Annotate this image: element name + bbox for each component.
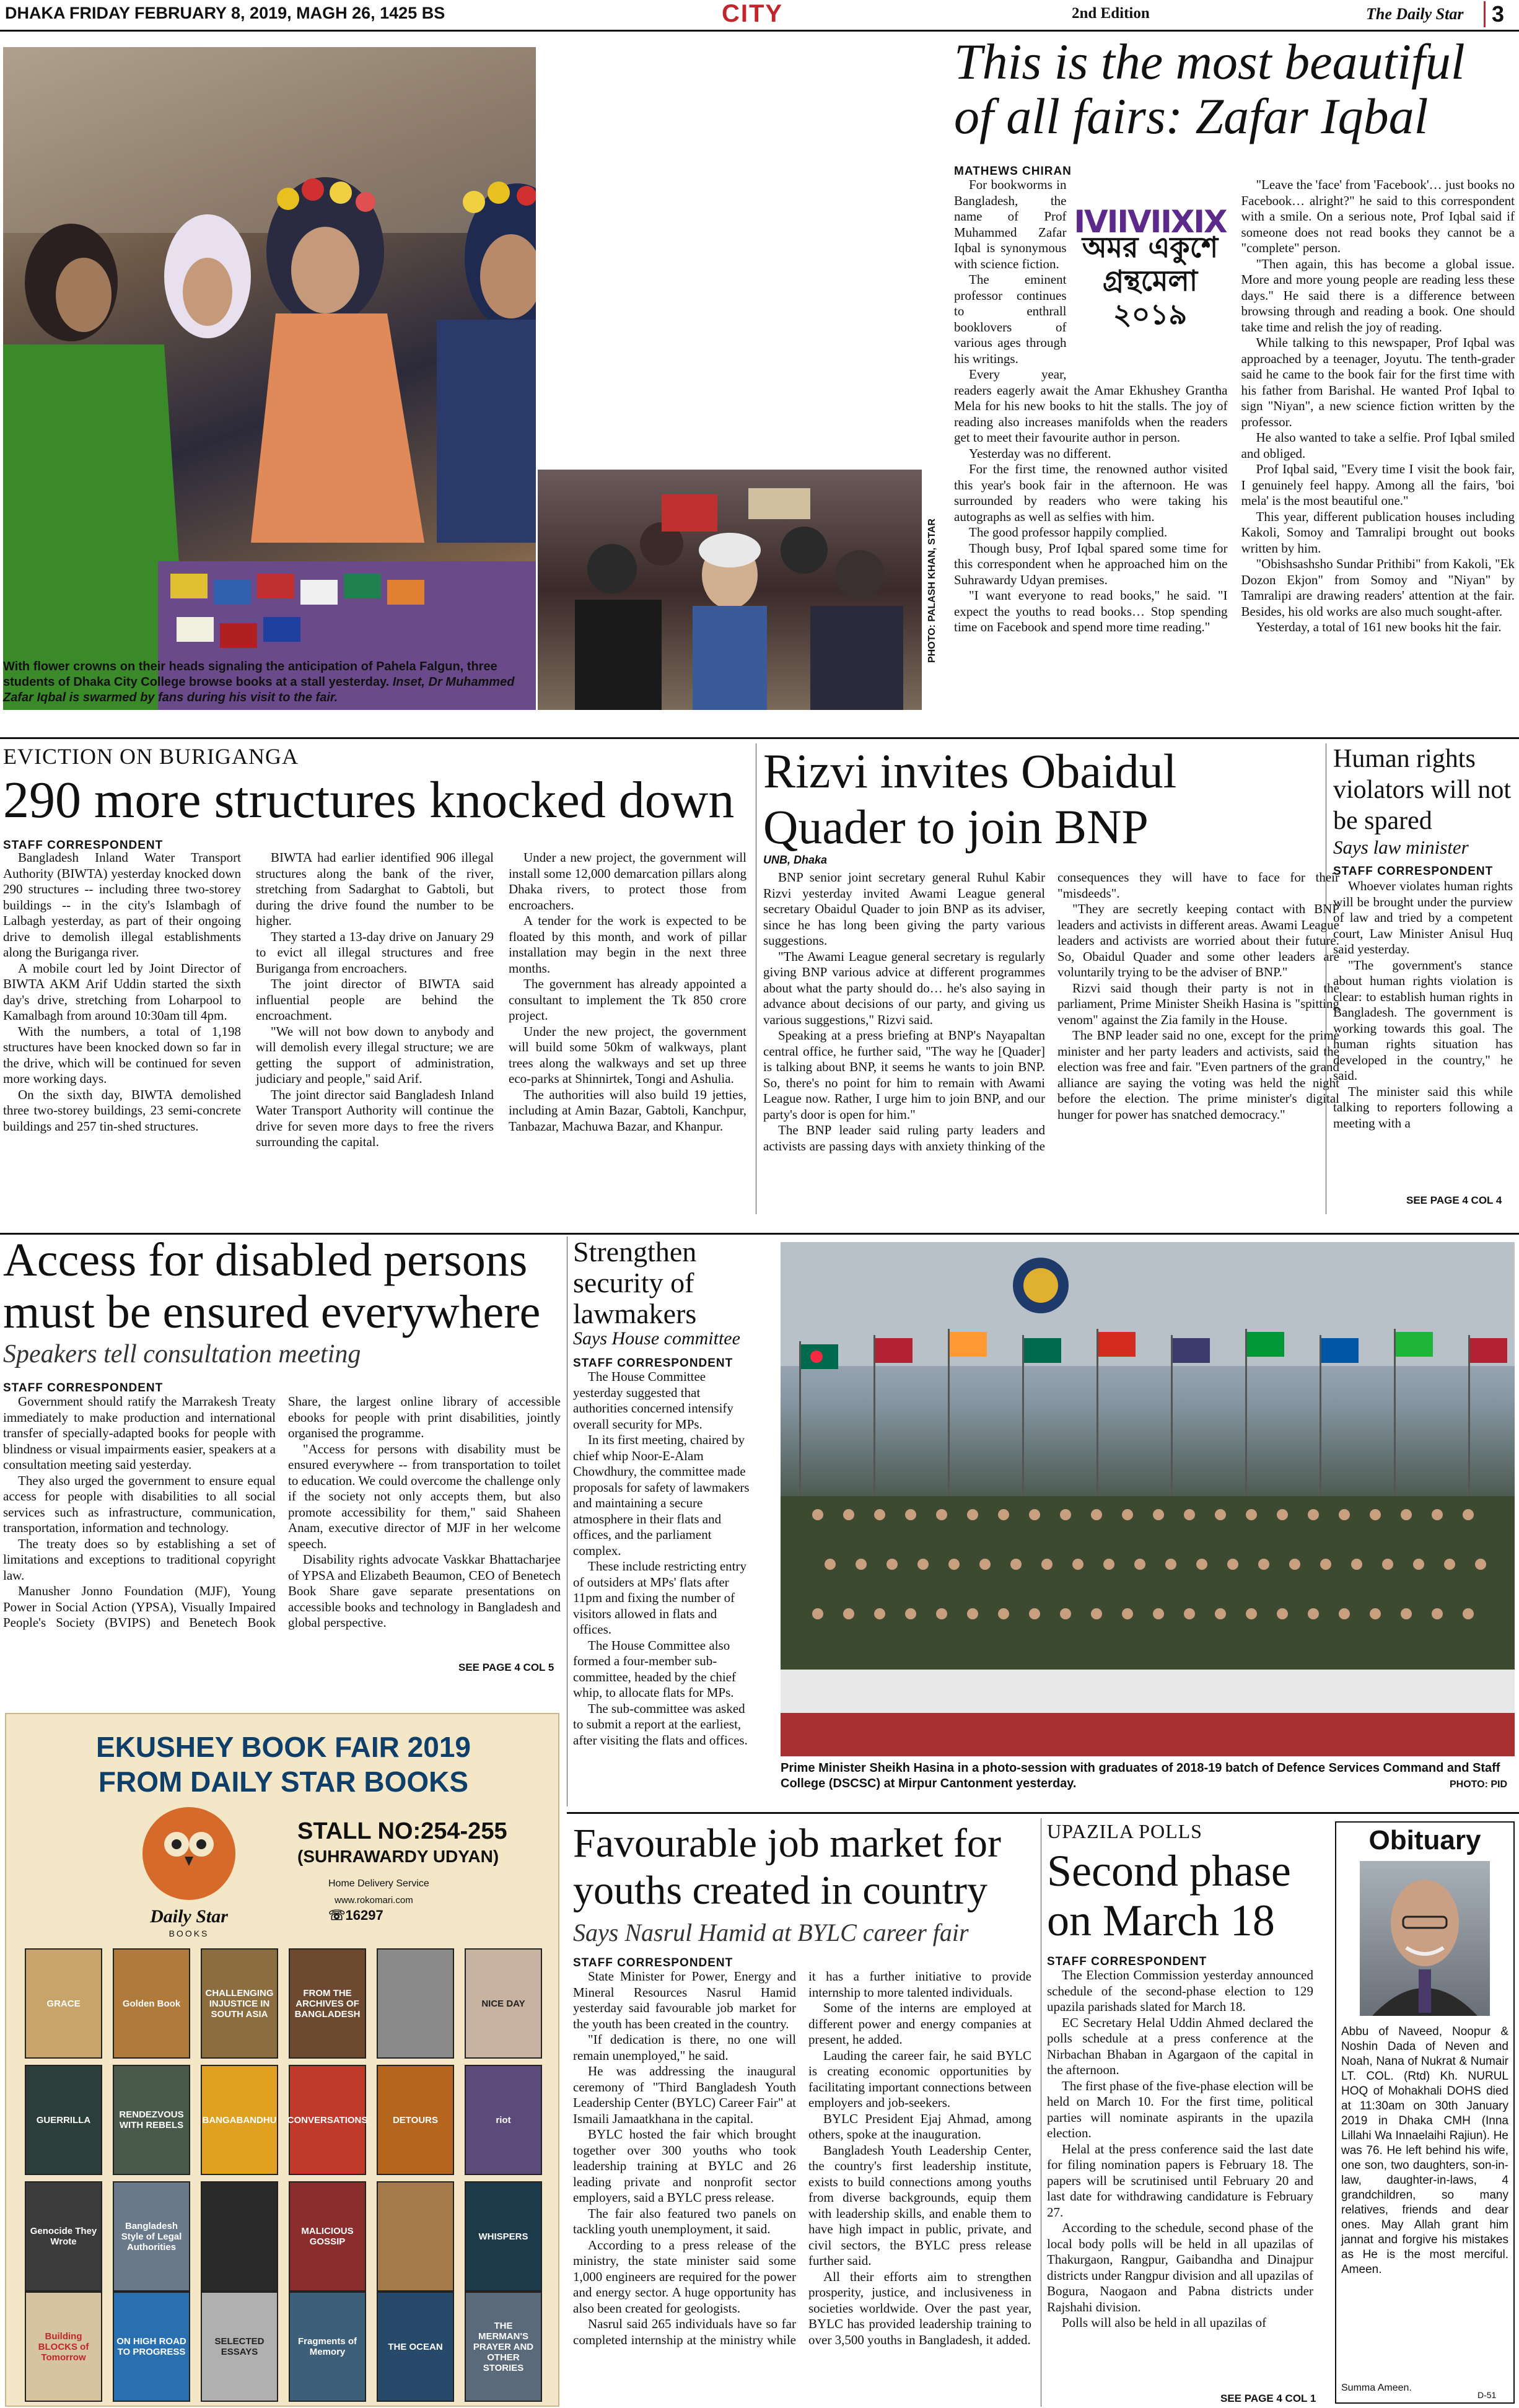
ad-stall: STALL NO:254-255 <box>297 1818 507 1844</box>
eviction-paragraph: "We will not bow down to anybody and will demolish every illegal structure; we are getting the support of administration, judiciary and people," said Arif. <box>256 1023 494 1086</box>
book-fair-photo <box>3 47 536 710</box>
portrait-illustration <box>1360 1861 1490 2016</box>
lead-photo-caption <box>3 659 530 706</box>
ad-book-cover[interactable]: GUERRILLA <box>25 2065 102 2175</box>
ad-venue: (SUHRAWARDY UDYAN) <box>297 1847 499 1866</box>
security-body <box>573 1369 750 1748</box>
eviction-paragraph: A mobile court led by Joint Director of BIWTA AKM Arif Uddin started the sixth day's drive, stretching from Loharpool to Kamalbagh from around 10:30am till 4pm. <box>3 960 241 1023</box>
upazila-kicker: UPAZILA POLLS <box>1047 1820 1202 1842</box>
jobs-paragraph: All their efforts aim to strengthen prosperity, justice, and inclusiveness in societies worldwide. Over the past year, BYLC has provided leadership training to over 3,500 youths in Bangladesh, it added. <box>808 2269 1031 2347</box>
obituary-title: Obituary <box>1368 1825 1481 1855</box>
ad-book-cover[interactable] <box>377 1948 454 2059</box>
ad-book-cover[interactable]: RENDEZVOUS WITH REBELS <box>113 2065 190 2175</box>
obituary-sign: Summa Ameen. <box>1341 2383 1412 2393</box>
eviction-paragraph: The government has already appointed a consultant to implement the Tk 850 crore project. <box>509 976 746 1023</box>
eviction-body <box>3 850 746 1209</box>
rights-headline: Human rights violators will not be spared <box>1333 745 1511 835</box>
rizvi-paragraph: BNP senior joint secretary general Ruhul Kabir Rizvi yesterday invited Awami League general secretary Obaidul Quader to join BNP as its adviser, since he has long been giving the party various suggestions. <box>763 870 1045 948</box>
ad-book-cover[interactable]: riot <box>465 2065 542 2175</box>
rizvi-paragraph: "They are secretly keeping contact with BNP leaders and activists in different areas. Awami League leaders and activists are worried about their future. So, Obaidul Quader and some other leaders are voluntarily trying to be the adviser of BNP." <box>1057 901 1339 979</box>
eviction-paragraph: Bangladesh Inland Water Transport Authority (BIWTA) yesterday knocked down 290 structures -- including three two-storey buildings -- in the city's Islambagh of Lalbagh yesterday, as part of their ongoing drive to demolish illegal establishments along the Buriganga river. <box>3 850 241 960</box>
upazila-paragraph: Polls will also be held in all upazilas of <box>1062 2315 1267 2330</box>
logo-box <box>1073 204 1228 375</box>
pm-photo-credit: PHOTO: PID <box>1450 1779 1508 1790</box>
rizvi-paragraph: The BNP leader said ruling party leaders and activists are passing days with anxiety thinking of the consequences they will have to face for their "misdeeds". <box>763 870 1339 1154</box>
ad-book-cover[interactable]: CONVERSATIONS <box>289 2065 366 2175</box>
lead-paragraph: Though busy, Prof Iqbal spared some time for this correspondent when he approached him on the Suhrawardy Udyan premises. <box>954 540 1228 587</box>
rights-subhead: Says law minister <box>1333 836 1469 858</box>
jobs-paragraph: Bangladesh Youth Leadership Center, the country's first leadership institute, exists to build connections among youths from diverse backgrounds, equip them with leadership skills, and enable them to have high impact in public, private, and civil sectors, the BYLC press release further said. <box>808 2142 1031 2268</box>
security-paragraph: These include restricting entry of outsiders at MPs' flats after 11pm and fixing the number of visitors allowed in flats and offices. <box>573 1559 746 1637</box>
upazila-body <box>1047 1968 1313 2331</box>
paper-logo: The Daily Star <box>1366 5 1464 23</box>
jobs-paragraph: Nasrul said 265 individuals have so far completed internship at the ministry while it has a further initiative to provide internship to more talented individuals. <box>573 1969 1031 2347</box>
disabled-byline: STAFF CORRESPONDENT <box>3 1381 164 1394</box>
rizvi-paragraph: The BNP leader said no one, except for the prime minister and her party leaders and activists, said the election was free and fair. "Even partners of the grand alliance are saying the voting was held the night before the election. The prime minister's digital hunger for power has snatched democracy." <box>1057 1028 1339 1122</box>
lead-paragraph: "Then again, this has become a global issue. More and more young people are reading less these days." He said there is a difference between browsing through and reading a book. One should take time and relish the joy of reading. <box>1241 256 1515 335</box>
zafar-iqbal-inset-photo <box>538 470 922 710</box>
disabled-subhead: Speakers tell consultation meeting <box>3 1340 361 1368</box>
upazila-paragraph: The Election Commission yesterday announced schedule of the second-phase election to 129 upazila parishads slated for March 18. <box>1047 1968 1313 2014</box>
pm-group-photo <box>781 1242 1515 1756</box>
eviction-paragraph: The joint director of BIWTA said influential people are behind the encroachment. <box>256 976 494 1023</box>
eviction-paragraph: They started a 13-day drive on January 29 to evict all illegal structures and free Buriganga from encroachers. <box>256 929 494 976</box>
logo-bengali: অমর একুশে গ্রন্থমেলা ২০১৯ <box>1082 230 1219 331</box>
ad-brand-sub: BOOKS <box>169 1929 209 1938</box>
disabled-paragraph: Government should ratify the Marrakesh Treaty immediately to make production and international transfer of specially-adapted books for people with blindness or visual impairments easier, speakers at a consultation meeting said yesterday. <box>3 1394 276 1472</box>
photo-credit: PHOTO: PALASH KHAN, STAR <box>927 519 937 663</box>
eviction-paragraph: With the numbers, a total of 1,198 structures have been knocked down so far in the drive, which will be continued for seven more working days. <box>3 1023 241 1086</box>
lead-paragraph: While talking to this newspaper, Prof Iqbal was approached by a teenager, Joyutu. The tenth-grader said he came to the book fair for the first time with his father from Barishal. He wanted Prof Iqbal to sign "Niyan", a new science fiction written by the professor. <box>1241 335 1515 429</box>
group-photo-illustration <box>781 1242 1515 1756</box>
security-paragraph: In its first meeting, chaired by chief whip Noor-E-Alam Chowdhury, the committee made proposals for safety of lawmakers and maintaining a secure atmosphere in their flats and offices, and the parliament complex. <box>573 1432 750 1558</box>
eviction-paragraph: Under a new project, the government will install some 12,000 demarcation pillars along Dhaka rivers, to protect those from encroachers. <box>509 850 746 913</box>
ad-book-cover[interactable]: Fragments of Memory <box>289 2292 366 2402</box>
lead-paragraph: Yesterday, a total of 161 new books hit the fair. <box>1256 620 1502 634</box>
ad-delivery: Home Delivery Service <box>328 1878 429 1889</box>
ad-book-cover[interactable]: DETOURS <box>377 2065 454 2175</box>
lead-paragraph: The eminent professor continues to enthrall booklovers of various ages through his writings. <box>954 272 1067 366</box>
upazila-paragraph: EC Secretary Helal Uddin Ahmed declared the polls schedule at a press conference at the Nirbachan Bhaban in Agargaon of the capital in the afternoon. <box>1047 2015 1313 2077</box>
lead-headline: This is the most beautiful of all fairs: Zafar Iqbal <box>954 33 1465 144</box>
jobs-paragraph: He was addressing the inaugural ceremony of "Third Bangladesh Youth Leadership Center (BYLC) Career Fair" at Ismaili Jamaatkhana in the capital. <box>573 2064 796 2126</box>
caption-inset-text: Inset, Dr Muhammed Zafar Iqbal is swarmed by fans during his visit to the fair. <box>3 675 515 704</box>
rights-paragraph: "The government's stance about human rights violation is clear: to establish human rights in Bangladesh. The government is working towards this goal. The human rights situation has developed in the country," he said. <box>1333 957 1513 1083</box>
ad-book-cover[interactable]: NICE DAY <box>465 1948 542 2059</box>
lead-paragraph: Every year, readers eagerly await the Amar Ekhushey Grantha Mela for his new books to hit the stalls. The joy of reading also increases manifolds when the readers get to meet their favourite author in person. <box>954 367 1228 445</box>
jobs-paragraph: "If dedication is there, no one will remain unemployed," he said. <box>573 2032 796 2063</box>
disabled-headline: Access for disabled persons must be ensured everywhere <box>3 1234 541 1338</box>
rights-jump[interactable]: SEE PAGE 4 COL 4 <box>1406 1194 1502 1206</box>
upazila-paragraph: According to the schedule, second phase of the local body polls will be held in all upazilas of Thakurgaon, Rangpur, Gaibandha and Dinajpur districts under Rangpur division and all upazilas of Bogura, Naogaon and Pabna districts under Rajshahi division. <box>1047 2220 1313 2314</box>
upazila-byline: STAFF CORRESPONDENT <box>1047 1955 1207 1968</box>
rights-paragraph: Whoever violates human rights will be brought under the purview of law and tried by a competent court, Law Minister Anisul Huq said yesterday. <box>1333 878 1513 957</box>
lead-paragraph: "I want everyone to read books," he said. "I expect the youths to read books… Stop spending time on Facebook and spend more time reading." <box>954 588 1228 634</box>
obituary-text: Abbu of Naveed, Noopur & Noshin Dada of Neven and Noah, Nana of Nukrat & Numair LT. COL. (Rtd) Kh. NURUL HOQ of Mohakhali DOHS died at 11:30am on 30th January 2019 in Dhaka CMH (Inna Lillahi Wa Innaelaihi Rajiun). He was 76. He left behind his wife, one son, two daughters, son-in-law, daughter-in-laws, 4 grandchildren, so many relatives, friends and dear ones. May Allah grant him jannat and forgive his mistakes as He is the most merciful. Ameen. <box>1341 2025 1508 2276</box>
eviction-paragraph: A tender for the work is expected to be floated by this month, and work of pillar installation may begin in the next three months. <box>509 913 746 976</box>
ad-book-cover[interactable]: CHALLENGING INJUSTICE IN SOUTH ASIA <box>201 1948 278 2059</box>
phone-icon: ☏ <box>328 1907 346 1923</box>
jobs-byline: STAFF CORRESPONDENT <box>573 1956 733 1969</box>
section-name: CITY <box>722 0 784 27</box>
ad-brand: Daily Star <box>150 1906 228 1927</box>
ad-book-cover[interactable]: BANGABANDHU <box>201 2065 278 2175</box>
disabled-paragraph: "Access for persons with disability must be ensured everywhere -- from transportation to toilet to education. We could overcome the challenge only if the society not only accepts them, but also promote accessibility for them," said Shaheen Anam, executive director of MJF in her welcome speech. <box>288 1441 561 1551</box>
eviction-paragraph: BIWTA had earlier identified 906 illegal structures along the bank of the river, stretching from Sadarghat to Gabtoli, but during the drive found the number to be higher. <box>256 850 494 928</box>
book-fair-ad[interactable] <box>5 1713 559 2407</box>
lead-body <box>954 177 1515 716</box>
logo-roman: IVIIVIIXIX <box>1074 204 1227 240</box>
caption-text: With flower crowns on their heads signaling the anticipation of Pahela Falgun, three students of Dhaka City College browse books at a stall yesterday. <box>3 660 497 689</box>
jobs-subhead: Says Nasrul Hamid at BYLC career fair <box>573 1919 969 1946</box>
ad-book-cover[interactable]: THE OCEAN <box>377 2292 454 2402</box>
obituary-code: D-51 <box>1477 2390 1497 2400</box>
jobs-paragraph: BYLC hosted the fair which brought together over 300 youths who took leadership training at BYLC and 26 leading private and nonprofit sector employers, said a BYLC press release. <box>573 2127 796 2205</box>
rizvi-paragraph: "The Awami League general secretary is regularly giving BNP various advice at different programmes about what the party should do… he's also saying in advance about decisions of our party, and giving us various suggestions," Rizvi said. <box>763 948 1045 1027</box>
disabled-paragraph: Disability rights advocate Vaskkar Bhattacharjee of YPSA and Elizabeth Beaumon, CEO of Benetech Book Share gave separate presentations on accessible books and technology in Bangladesh and global perspective. <box>288 1552 561 1630</box>
ad-book-cover[interactable] <box>377 2181 454 2292</box>
ad-book-cover[interactable]: Golden Book <box>113 1948 190 2059</box>
lead-paragraph: This year, different publication houses including Kakoli, Somoy and Tamralipi brought out books written by him. <box>1241 509 1515 556</box>
disabled-paragraph: They also urged the government to ensure equal access for people with disabilities to all social services such as infrastructure, communication, transportation, information and technology. <box>3 1473 276 1535</box>
eviction-byline: STAFF CORRESPONDENT <box>3 839 164 852</box>
lead-paragraph: For bookworms in Bangladesh, the name of Prof Muhammed Zafar Iqbal is synonymous with science fiction. <box>954 177 1067 271</box>
students-illustration <box>3 47 536 710</box>
security-subhead: Says House committee <box>573 1328 740 1349</box>
ad-phone-number: 16297 <box>345 1907 383 1923</box>
ad-book-grid <box>6 1714 561 2408</box>
security-byline: STAFF CORRESPONDENT <box>573 1357 733 1370</box>
eviction-paragraph: The joint director said Bangladesh Inland Water Transport Authority will continue the drive for seven more days to free the rivers surrounding the capital. <box>256 1087 494 1149</box>
disabled-body <box>3 1394 561 1679</box>
upazila-headline: Second phase on March 18 <box>1047 1846 1291 1945</box>
rizvi-paragraph: Rizvi said though their party is not in the parliament, Prime Minister Sheikh Hasina is "spitting venom" against the Zia family in the House. <box>1057 980 1339 1027</box>
jobs-paragraph: State Minister for Power, Energy and Mineral Resources Nasrul Hamid yesterday said favourable job market for the youth has been created in the country. <box>573 1969 796 2031</box>
eviction-paragraph: On the sixth day, BIWTA demolished three two-storey buildings, 23 semi-concrete buildings and 257 tin-shed structures. <box>3 1087 241 1134</box>
jobs-paragraph: The fair also featured two panels on tackling youth unemployment, it said. <box>573 2205 796 2236</box>
security-paragraph: The sub-committee was asked to submit a report at the earliest, after visiting the flats and offices. <box>573 1701 748 1748</box>
disabled-paragraph: The treaty does so by establishing a set of limitations and exceptions to traditional copyright law. <box>3 1536 276 1583</box>
ad-book-cover[interactable] <box>201 2181 278 2292</box>
ad-book-cover[interactable]: WHISPERS <box>465 2181 542 2292</box>
ad-book-cover[interactable]: SELECTED ESSAYS <box>201 2292 278 2402</box>
lead-paragraph: "Obishsashsho Sundar Prithibi" from Kakoli, "Ek Dozon Ekjon" from Somoy and "Niyan" by Tamralipi are drawing readers' attention at the fair. Besides, his old works are also much sought-after. <box>1241 556 1515 619</box>
lead-paragraph: Yesterday was no different. <box>969 445 1111 461</box>
rizvi-body <box>763 870 1339 1214</box>
rizvi-paragraph: Speaking at a press briefing at BNP's Nayapaltan central office, he further said, "The way he [Quader] is talking about BNP, it seems he wants to join BNP. So, there's no point for him to remain with Awami League now. Rather, I urge him to join BNP, and our party's door is open for him." <box>763 1028 1045 1122</box>
dateline: DHAKA FRIDAY FEBRUARY 8, 2019, MAGH 26, 1425 BS <box>5 4 445 22</box>
lead-paragraph: Prof Iqbal said, "Every time I visit the book fair, I genuinely feel happy. Among all the fairs, 'boi mela' is the most beautiful one." <box>1241 462 1515 508</box>
rizvi-byline: UNB, Dhaka <box>763 854 828 866</box>
lead-paragraph: He also wanted to take a selfie. Prof Iqbal smiled and obliged. <box>1241 430 1515 461</box>
pm-photo-caption: Prime Minister Sheikh Hasina in a photo-session with graduates of 2018-19 batch of Defence Services Command and Staff College (DSCSC) at Mirpur Cantonment yesterday. <box>781 1761 1500 1790</box>
masthead <box>0 0 1519 32</box>
rizvi-headline: Rizvi invites Obaidul Quader to join BNP <box>763 744 1177 854</box>
jobs-headline: Favourable job market for youths created in country <box>573 1821 1001 1913</box>
ad-book-cover[interactable]: MALICIOUS GOSSIP <box>289 2181 366 2292</box>
ad-book-cover[interactable]: Building BLOCKS of Tomorrow <box>25 2292 102 2402</box>
obituary-box <box>1335 1821 1515 2404</box>
lead-paragraph: The good professor happily complied. <box>969 525 1168 540</box>
jobs-paragraph: Lauding the career fair, he said BYLC is creating economic opportunities by facilitating important connections between employers and job-seekers. <box>808 2047 1031 2110</box>
upazila-paragraph: Helal at the press conference said the last date for filing nomination papers is February 18. The papers will be scrutinised until February 20 and last date for withdrawing candidature is February 27. <box>1047 2141 1313 2220</box>
jobs-paragraph: According to a press release of the ministry, the state minister said some 1,000 engineers are required for the power and energy sector. A huge opportunity has also been created for geologists. <box>573 2237 796 2316</box>
eviction-kicker: EVICTION ON BURIGANGA <box>3 744 299 769</box>
security-paragraph: The House Committee also formed a four-member sub-committee, headed by the chief whip, to allocate flats for MPs. <box>573 1637 736 1700</box>
ad-title-1: EKUSHEY BOOK FAIR 2019 <box>95 1731 471 1763</box>
divider <box>567 1812 1519 1814</box>
ad-book-cover[interactable]: FROM THE ARCHIVES OF BANGLADESH <box>289 1948 366 2059</box>
lead-byline: MATHEWS CHIRAN <box>954 165 1072 178</box>
ad-title-2: FROM DAILY STAR BOOKS <box>98 1766 469 1798</box>
rights-body <box>1333 878 1513 1131</box>
security-paragraph: The House Committee yesterday suggested that authorities concerned intensify overall security for MPs. <box>573 1369 733 1432</box>
security-headline: Strengthen security of lawmakers <box>573 1236 697 1329</box>
edition-label: 2nd Edition <box>1072 5 1150 22</box>
ad-book-cover[interactable]: ON HIGH ROAD TO PROGRESS <box>113 2292 190 2402</box>
upazila-jump[interactable]: SEE PAGE 4 COL 1 <box>1220 2393 1316 2404</box>
upazila-paragraph: The first phase of the five-phase election will be held on March 10. For the first time, political parties will nominate aspirants in the upazila election. <box>1047 2078 1313 2140</box>
lead-paragraph: "Leave the 'face' from 'Facebook'… just books no Facebook… alright?" he said to this correspondent with a smile. On a serious note, Prof Iqbal said if someone does not read books they cannot be a "complete" person. <box>1241 177 1515 255</box>
obituary-portrait <box>1360 1861 1490 2016</box>
ad-book-cover[interactable]: THE MERMAN'S PRAYER AND OTHER STORIES <box>465 2292 542 2402</box>
crowd-illustration <box>538 470 922 710</box>
eviction-paragraph: Under the new project, the government will build some 50km of walkways, plant trees along the walkways and set up three eco-parks at Shinnirtek, Tongi and Ashulia. <box>509 1023 746 1086</box>
jobs-body <box>573 1969 1031 2402</box>
disabled-jump[interactable]: SEE PAGE 4 COL 5 <box>458 1662 554 1673</box>
disabled-paragraph: Manusher Jonno Foundation (MJF), Young Power in Social Action (YPSA), Visually Impaired People's Society (BVIPS) and Benetech Book Share, the largest online library of accessible ebooks for people with print disabilities, jointly organised the programme. <box>3 1394 561 1630</box>
ad-book-cover[interactable]: GRACE <box>25 1948 102 2059</box>
ad-book-cover[interactable]: Bangladesh Style of Legal Authorities <box>113 2181 190 2292</box>
page-number: 3 <box>1484 1 1504 27</box>
rights-paragraph: The minister said this while talking to reporters following a meeting with a <box>1333 1084 1513 1131</box>
rights-byline: STAFF CORRESPONDENT <box>1333 865 1494 878</box>
ad-website[interactable]: www.rokomari.com <box>335 1895 413 1906</box>
jobs-paragraph: Some of the interns are employed at different power and energy companies at present, he added. <box>808 2000 1031 2047</box>
ad-book-cover[interactable]: Genocide They Wrote <box>25 2181 102 2292</box>
jobs-paragraph: BYLC President Ejaj Ahmad, among others, spoke at the inauguration. <box>808 2111 1031 2142</box>
eviction-paragraph: The authorities will also build 19 jetties, including at Amin Bazar, Gabtoli, Kanchpur, Tanbazar, Machuwa Bazar, and Khanpur. <box>509 1087 746 1134</box>
divider <box>0 737 1519 739</box>
lead-paragraph: For the first time, the renowned author visited this year's book fair in the afternoon. He was surrounded by readers who were taking his autographs as well as selfies with him. <box>954 462 1228 524</box>
eviction-headline: 290 more structures knocked down <box>3 771 735 829</box>
